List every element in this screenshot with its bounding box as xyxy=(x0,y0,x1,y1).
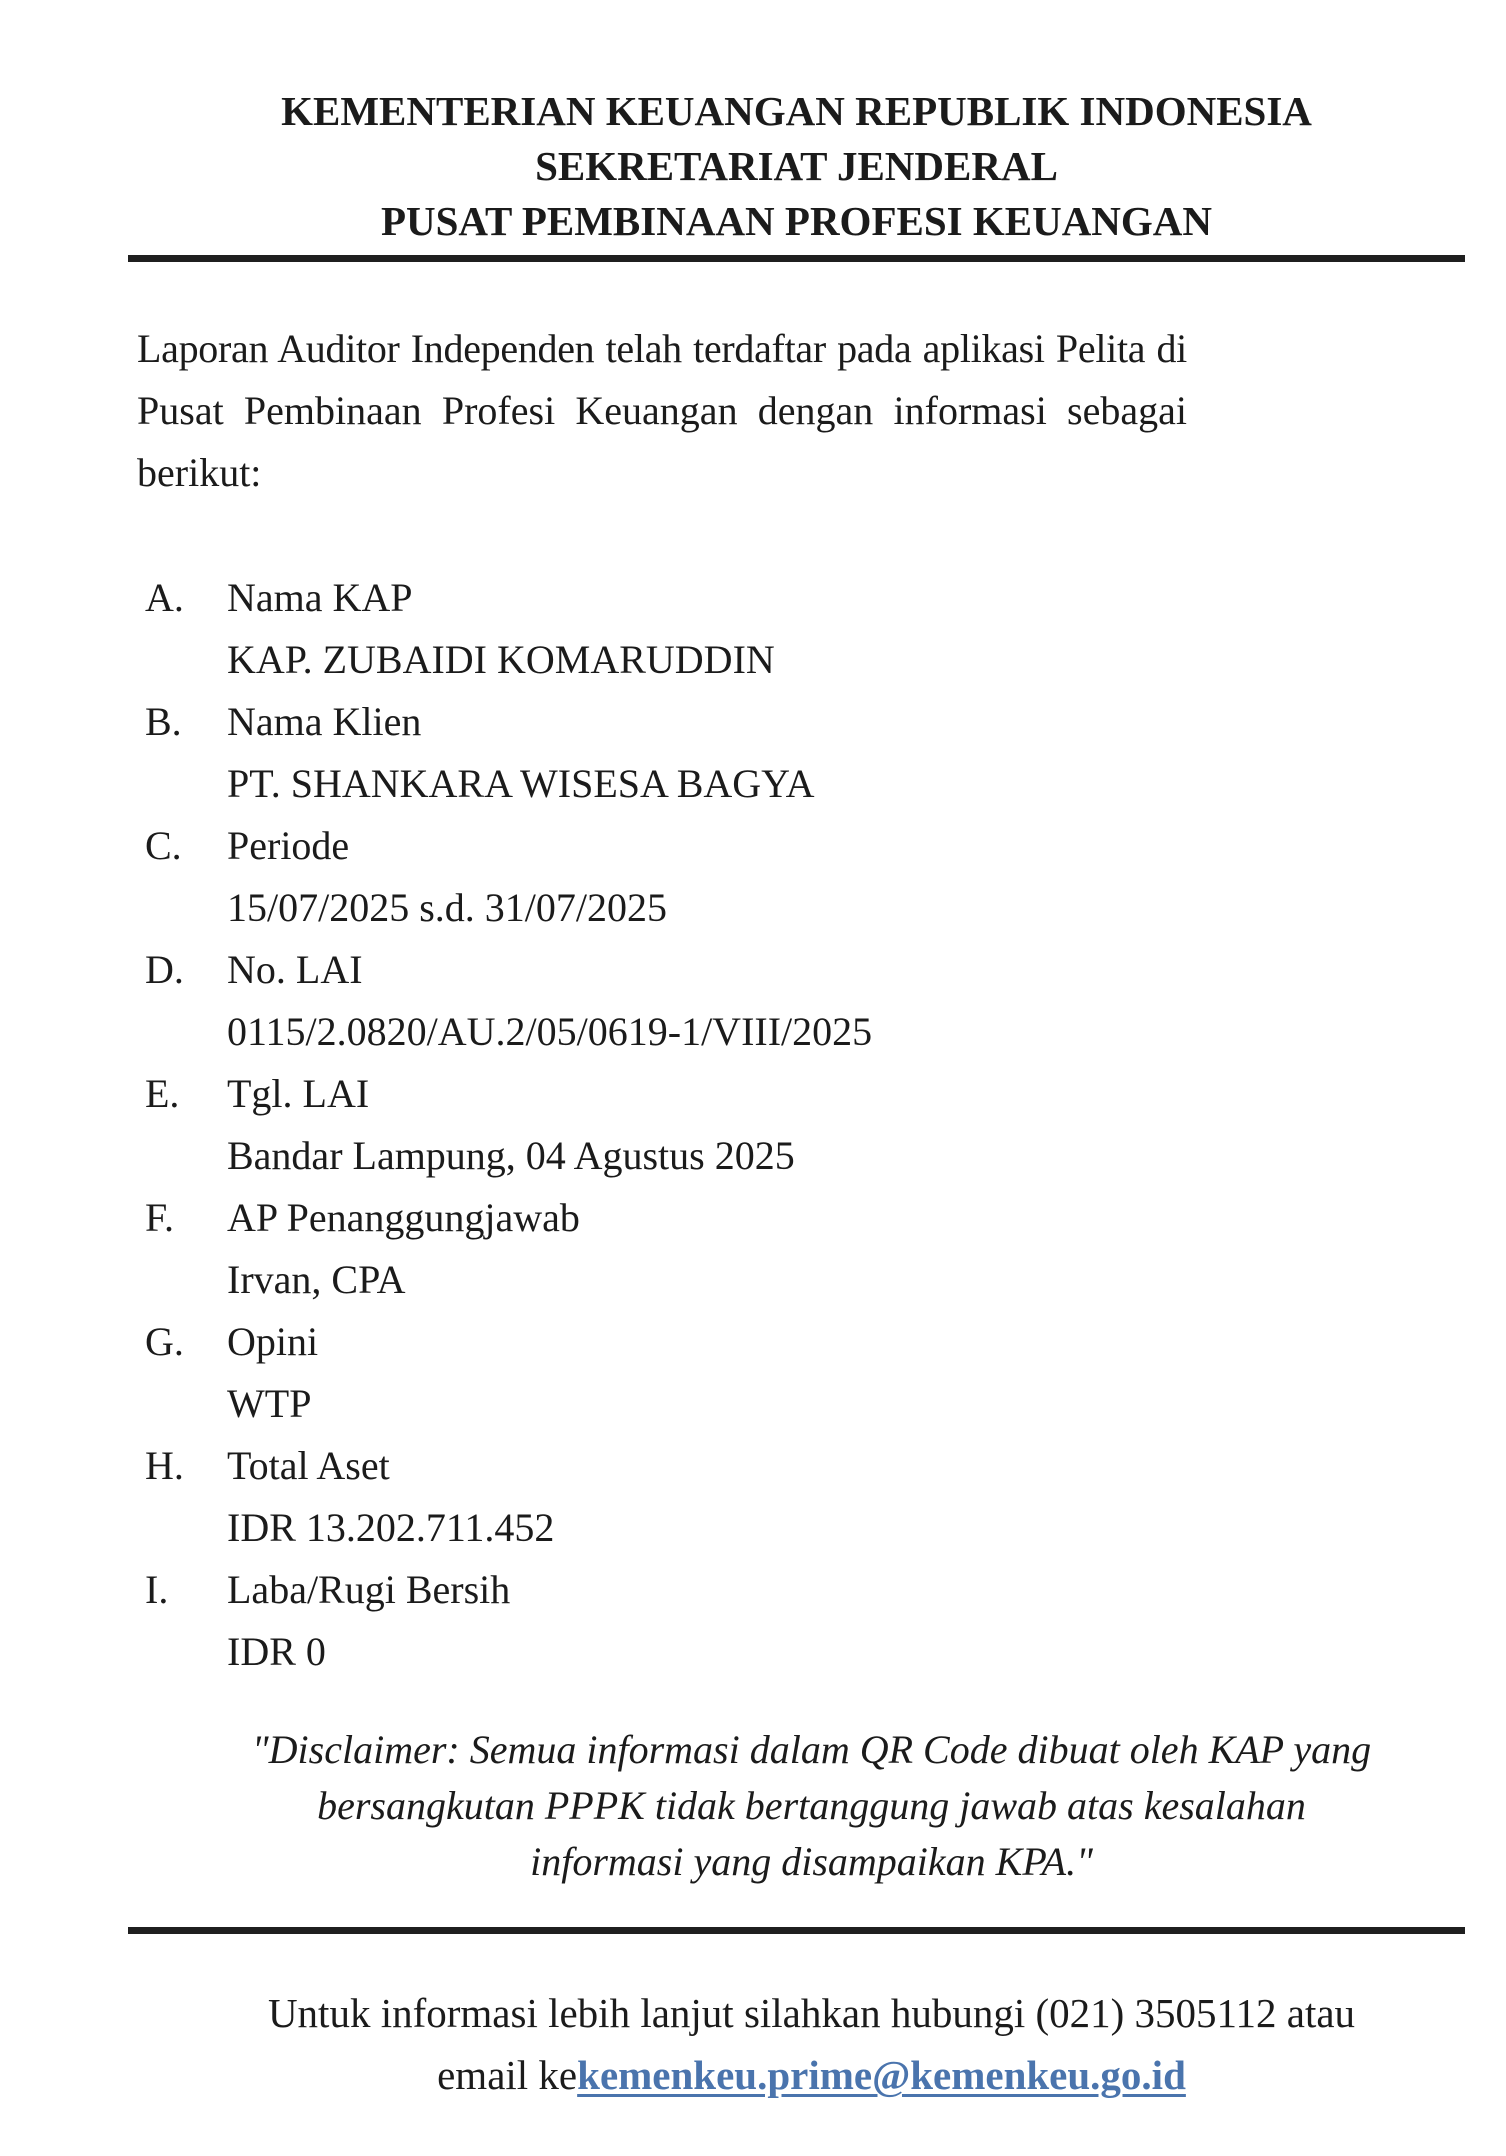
list-item-label: Nama KAP xyxy=(227,575,413,620)
list-row xyxy=(145,567,1465,629)
header-rule xyxy=(128,255,1465,262)
list-row xyxy=(145,1621,1465,1683)
list-row xyxy=(145,629,1465,691)
list-item-value: Irvan, CPA xyxy=(227,1257,406,1302)
list-item-value: PT. SHANKARA WISESA BAGYA xyxy=(227,761,815,806)
list-item-value: Bandar Lampung, 04 Agustus 2025 xyxy=(227,1133,795,1178)
info-list xyxy=(145,567,1465,1683)
list-item-value: IDR 0 xyxy=(227,1629,326,1674)
footer xyxy=(158,1982,1465,2106)
disclaimer-line-3: informasi yang disampaikan KPA." xyxy=(530,1839,1093,1884)
footer-email-line xyxy=(158,2044,1465,2106)
list-item-letter-spacer xyxy=(145,1497,227,1559)
list-item-letter: I. xyxy=(145,1567,169,1612)
list-item-letter: A. xyxy=(145,575,184,620)
list-item-letter-spacer xyxy=(145,753,227,815)
list-item-letter-spacer xyxy=(145,877,227,939)
list-item-value: 15/07/2025 s.d. 31/07/2025 xyxy=(227,885,668,930)
disclaimer-line-2: bersangkutan PPPK tidak bertanggung jawab atas kesalahan xyxy=(317,1783,1306,1828)
list-item-letter: H. xyxy=(145,1443,184,1488)
email-link[interactable]: kemenkeu.prime@kemenkeu.go.id xyxy=(577,2052,1186,2098)
list-row xyxy=(145,1435,1465,1497)
list-item-letter: C. xyxy=(145,823,182,868)
list-item-letter-spacer xyxy=(145,1001,227,1063)
list-row xyxy=(145,1125,1465,1187)
list-row xyxy=(145,1311,1465,1373)
list-row xyxy=(145,1249,1465,1311)
letterhead xyxy=(128,0,1465,249)
list-item-label: Opini xyxy=(227,1319,319,1364)
list-row xyxy=(145,1187,1465,1249)
intro-paragraph xyxy=(137,318,1187,504)
list-row xyxy=(145,939,1465,1001)
letterhead-line-1: KEMENTERIAN KEUANGAN REPUBLIK INDONESIA xyxy=(281,88,1312,134)
list-item-letter-spacer xyxy=(145,1249,227,1311)
list-row xyxy=(145,815,1465,877)
list-item-letter: D. xyxy=(145,947,184,992)
footer-contact-line: Untuk informasi lebih lanjut silahkan hubungi (021) 3505112 atau xyxy=(267,1990,1356,2036)
list-item-label: Tgl. LAI xyxy=(227,1071,370,1116)
letterhead-line-2: SEKRETARIAT JENDERAL xyxy=(535,143,1058,189)
list-item-letter: E. xyxy=(145,1071,180,1116)
intro-line-1: Laporan Auditor Independen telah terdaftar pada aplikasi Pelita di xyxy=(137,326,1187,371)
list-item-letter-spacer xyxy=(145,629,227,691)
footer-rule xyxy=(128,1927,1465,1934)
list-row xyxy=(145,1559,1465,1621)
list-item-label: Laba/Rugi Bersih xyxy=(227,1567,511,1612)
list-row xyxy=(145,877,1465,939)
list-row xyxy=(145,1497,1465,1559)
disclaimer-line-1: "Disclaimer: Semua informasi dalam QR Code dibuat oleh KAP yang xyxy=(251,1727,1372,1772)
letterhead-line-3: PUSAT PEMBINAAN PROFESI KEUANGAN xyxy=(380,198,1213,244)
list-item-letter: G. xyxy=(145,1319,184,1364)
intro-line-2: Pusat Pembinaan Profesi Keuangan dengan informasi sebagai xyxy=(137,388,1187,433)
list-item-value: WTP xyxy=(227,1381,312,1426)
list-row xyxy=(145,691,1465,753)
list-item-label: Nama Klien xyxy=(227,699,422,744)
list-item-value: 0115/2.0820/AU.2/05/0619-1/VIII/2025 xyxy=(227,1009,873,1054)
document-content xyxy=(128,0,1465,2106)
footer-email-prefix: email ke xyxy=(437,2052,578,2098)
list-item-label: No. LAI xyxy=(227,947,363,992)
list-row xyxy=(145,1001,1465,1063)
list-row xyxy=(145,1063,1465,1125)
list-row xyxy=(145,1373,1465,1435)
list-item-letter-spacer xyxy=(145,1373,227,1435)
list-item-letter-spacer xyxy=(145,1621,227,1683)
list-item-label: Periode xyxy=(227,823,350,868)
list-item-letter-spacer xyxy=(145,1125,227,1187)
list-item-label: Total Aset xyxy=(227,1443,390,1488)
list-item-label: AP Penanggungjawab xyxy=(227,1195,580,1240)
list-item-value: IDR 13.202.711.452 xyxy=(227,1505,555,1550)
intro-line-3: berikut: xyxy=(137,450,262,495)
list-row xyxy=(145,753,1465,815)
list-item-value: KAP. ZUBAIDI KOMARUDDIN xyxy=(227,637,775,682)
disclaimer xyxy=(158,1722,1465,1890)
list-item-letter: B. xyxy=(145,699,182,744)
list-item-letter: F. xyxy=(145,1195,175,1240)
